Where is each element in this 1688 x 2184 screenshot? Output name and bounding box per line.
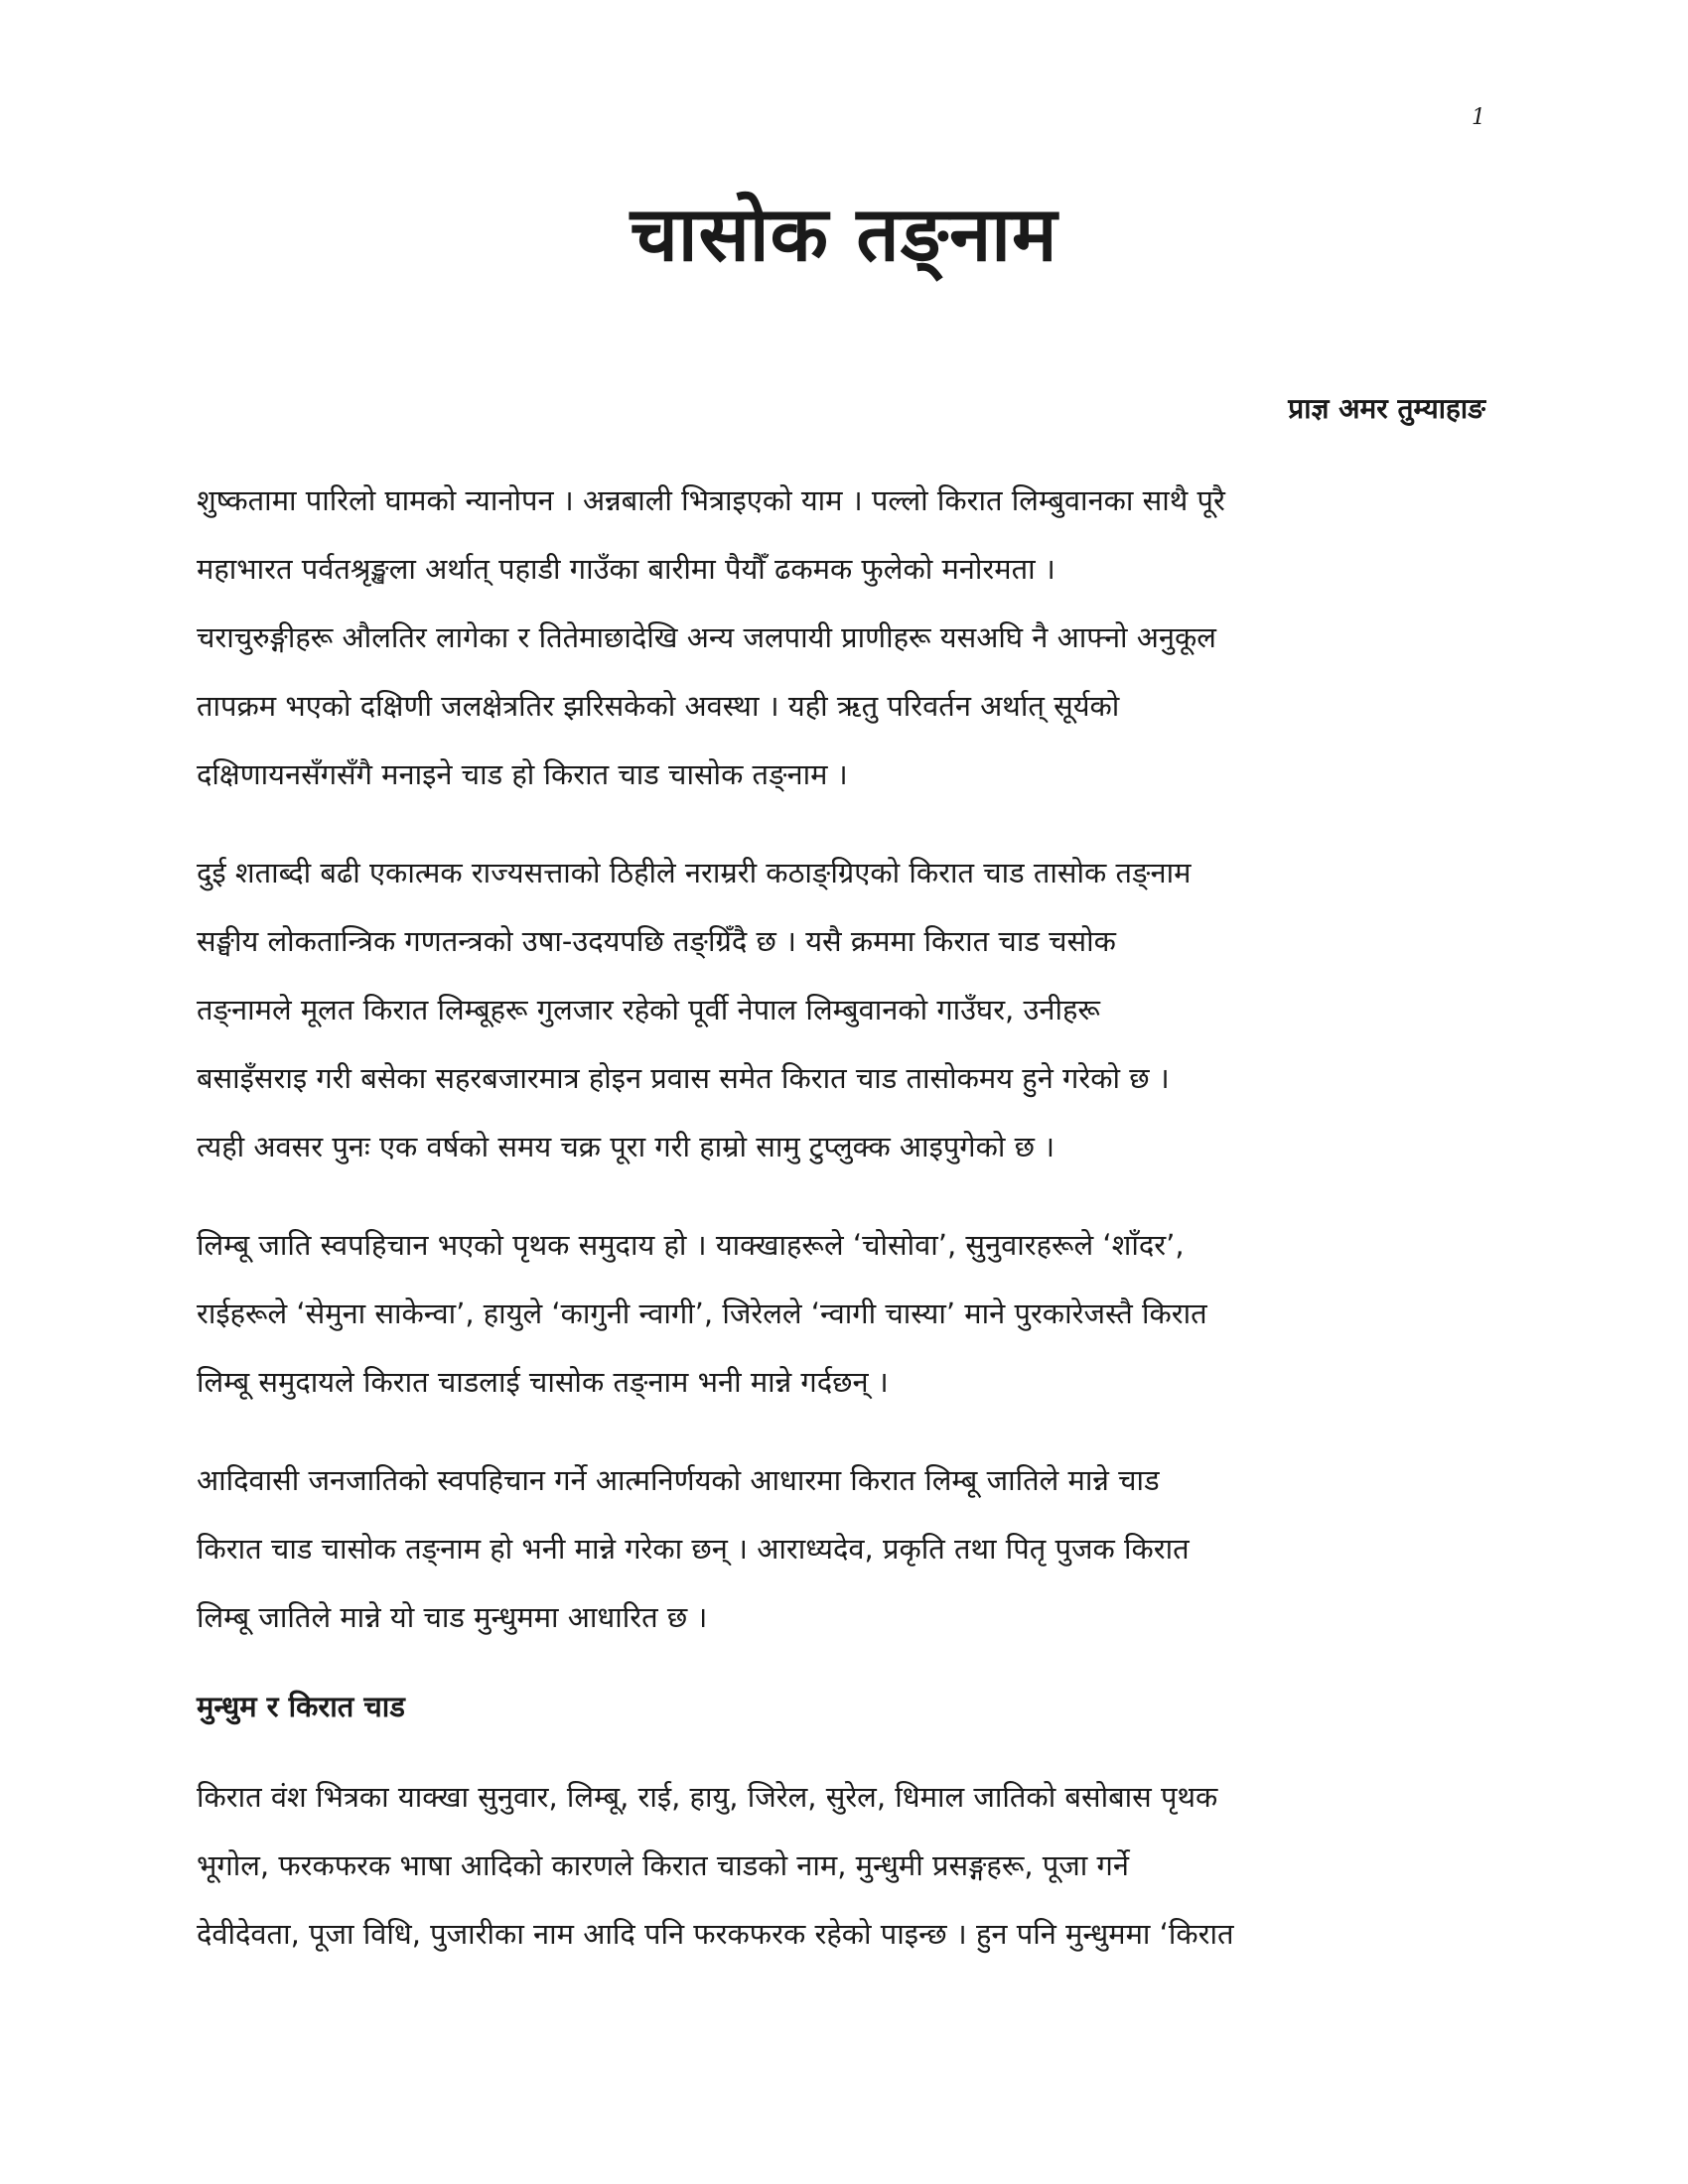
author-name: प्राज्ञ अमर तुम्याहाङ [1288, 392, 1485, 425]
text-line: किरात चाड चासोक तङ्नाम हो भनी मान्ने गरेका छन् । आराध्यदेव, प्रकृति तथा पितृ पुजक किरात [197, 1532, 1190, 1566]
text-line: सङ्घीय लोकतान्त्रिक गणतन्त्रको उषा-उदयपछि तङ्ग्रिँदै छ । यसै क्रममा किरात चाड चसोक [197, 924, 1116, 958]
text-line: बसाइँसराइ गरी बसेका सहरबजारमात्र होइन प्रवास समेत किरात चाड तासोकमय हुने गरेको छ । [197, 1061, 1170, 1095]
text-line: लिम्बू जातिले मान्ने यो चाड मुन्धुममा आधारित छ । [197, 1600, 708, 1634]
text-line: देवीदेवता, पूजा विधि, पुजारीका नाम आदि पनि फरकफरक रहेको पाइन्छ । हुन पनि मुन्धुममा ‘किरात [197, 1917, 1234, 1951]
text-line: दुई शताब्दी बढी एकात्मक राज्यसत्ताको ठिहीले नराम्ररी कठाङ्ग्रिएको किरात चाड तासोक तङ्नाम [197, 856, 1192, 889]
body-paragraph [197, 1763, 1487, 1969]
page-number: 1 [1472, 105, 1485, 130]
section-heading: मुन्धुम र किरात चाड [197, 1690, 405, 1723]
text-line: दक्षिणायनसँगसँगै मनाइने चाड हो किरात चाड चासोक तङ्नाम । [197, 757, 848, 791]
text-line: तापक्रम भएको दक्षिणी जलक्षेत्रतिर झरिसकेको अवस्था । यही ऋतु परिवर्तन अर्थात् सूर्यको [197, 689, 1120, 723]
text-line: चराचुरुङ्गीहरू औलतिर लागेका र तितेमाछादेखि अन्य जलपायी प्राणीहरू यसअघि नै आफ्नो अनुकूल [197, 620, 1216, 654]
text-line: शुष्कतामा पारिलो घामको न्यानोपन । अन्नबाली भित्राइएको याम । पल्लो किरात लिम्बुवानका साथै पूरै [197, 483, 1225, 517]
text-line: महाभारत पर्वतश्रृङ्खला अर्थात् पहाडी गाउँका बारीमा पैयौँ ढकमक फुलेको मनोरमता । [197, 552, 1055, 586]
body-paragraph [197, 467, 1487, 809]
document-title: चासोक तङ्नाम [630, 190, 1058, 278]
body-paragraph [197, 1211, 1487, 1417]
text-line: त्यही अवसर पुनः एक वर्षको समय चक्र पूरा गरी हाम्रो सामु टुप्लुक्क आइपुगेको छ । [197, 1130, 1055, 1163]
text-line: आदिवासी जनजातिको स्वपहिचान गर्ने आत्मनिर्णयको आधारमा किरात लिम्बू जातिले मान्ने चाड [197, 1463, 1160, 1497]
text-line: लिम्बू जाति स्वपहिचान भएको पृथक समुदाय हो । याक्खाहरूले ‘चोसोवा’, सुनुवारहरूले ‘शाँदर’, [197, 1228, 1185, 1262]
text-line: तङ्नामले मूलत किरात लिम्बूहरू गुलजार रहेको पूर्वी नेपाल लिम्बुवानको गाउँघर, उनीहरू [197, 993, 1100, 1026]
body-paragraph [197, 1446, 1487, 1652]
text-line: भूगोल, फरकफरक भाषा आदिको कारणले किरात चाडको नाम, मुन्धुमी प्रसङ्गहरू, पूजा गर्ने [197, 1848, 1129, 1882]
text-line: राईहरूले ‘सेमुना साकेन्वा’, हायुले ‘कागुनी न्वागी’, जिरेलले ‘न्वागी चास्या’ माने पुरकारेजस्तै किरात [197, 1297, 1207, 1330]
text-line: लिम्बू समुदायले किरात चाडलाई चासोक तङ्नाम भनी मान्ने गर्दछन् । [197, 1365, 889, 1399]
body-paragraph [197, 839, 1487, 1181]
text-line: किरात वंश भित्रका याक्खा सुनुवार, लिम्बू, राई, हायु, जिरेल, सुरेल, धिमाल जातिको बसोबास पृथक [197, 1780, 1218, 1814]
document-body [197, 467, 1487, 1998]
